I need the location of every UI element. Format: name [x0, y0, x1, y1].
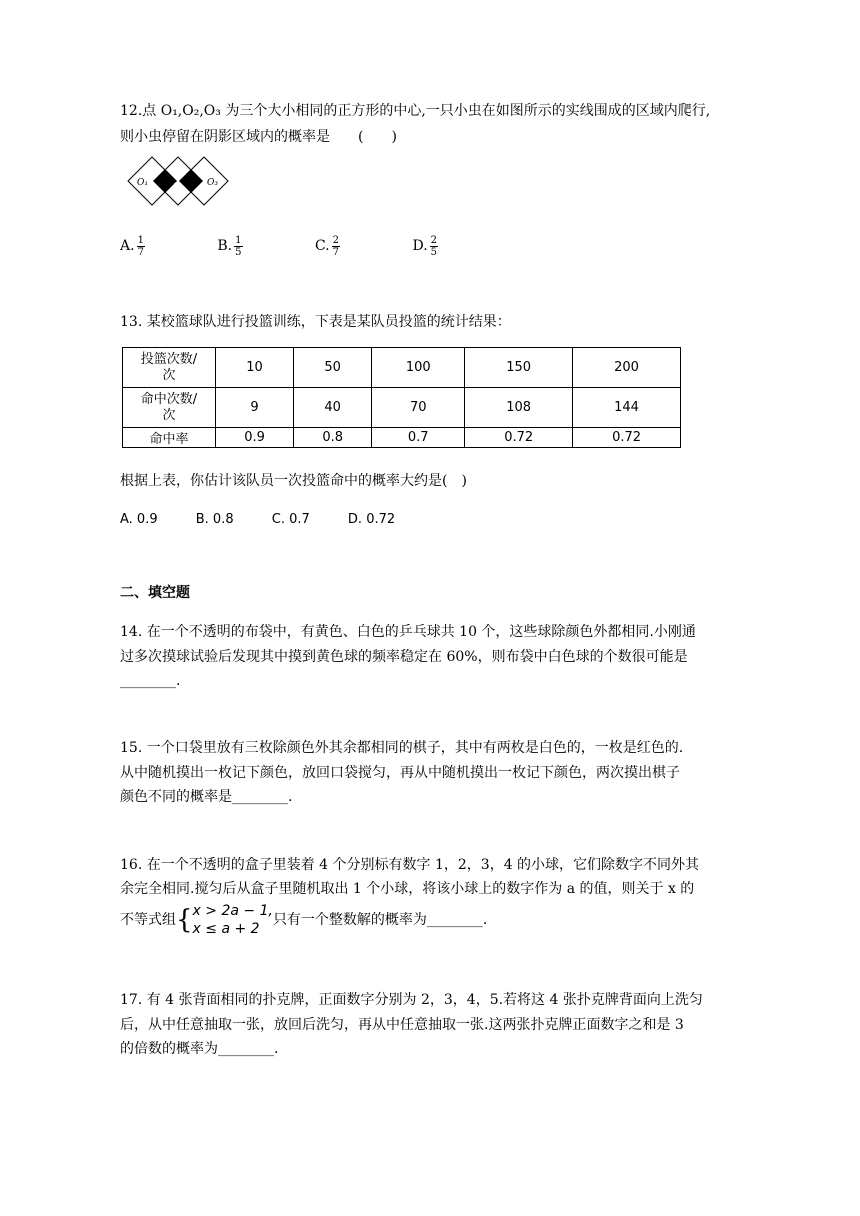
- q12-figure: [124, 155, 236, 207]
- q15-line2: 从中随机摸出一枚记下颜色，放回口袋搅匀，再从中随机摸出一枚记下颜色，两次摸出棋子: [120, 765, 680, 781]
- table-cell: 0.72: [573, 428, 681, 448]
- q16-line2: 余完全相同.搅匀后从盒子里随机取出 1 个小球，将该小球上的数字作为 a 的值，则关于 x 的: [120, 881, 695, 897]
- table-row: [123, 348, 681, 388]
- q12-line1: 12.点 O₁,O₂,O₃ 为三个大小相同的正方形的中心,一只小虫在如图所示的实线围成的区域内爬行,: [120, 103, 711, 119]
- q14-line3: ________.: [120, 673, 181, 689]
- table-cell: 100: [372, 348, 465, 388]
- q17-line2: 后，从中任意抽取一张，放回后洗匀，再从中任意抽取一张.这两张扑克牌正面数字之和是 3: [120, 1017, 684, 1033]
- table-cell: 10: [216, 348, 294, 388]
- table-cell: 200: [573, 348, 681, 388]
- inequality-system: {x > 2a − 1, x ≤ a + 2: [176, 903, 273, 937]
- table-row: [123, 428, 681, 448]
- q13-option-b: B. 0.8: [195, 512, 234, 527]
- table-cell: 0.8: [294, 428, 372, 448]
- q14-line1: 14. 在一个不透明的布袋中，有黄色、白色的乒乓球共 10 个，这些球除颜色外都相同.小刚通: [120, 624, 696, 640]
- row-header: 命中次数/ 次: [123, 388, 216, 428]
- table-row: [123, 388, 681, 428]
- table-cell: 9: [216, 388, 294, 428]
- row-header: 投篮次数/ 次: [123, 348, 216, 388]
- q16-line3-prefix: 不等式组: [120, 912, 176, 928]
- q16-line1: 16. 在一个不透明的盒子里装着 4 个分别标有数字 1，2，3，4 的小球，它们除数字不同外其: [120, 857, 700, 873]
- q14-line2: 过多次摸球试验后发现其中摸到黄色球的频率稳定在 60%，则布袋中白色球的个数很可能是: [120, 649, 688, 665]
- table-cell: 70: [372, 388, 465, 428]
- q13-stat-table: [122, 347, 681, 448]
- row-header: 命中率: [123, 428, 216, 448]
- q12-option-d: D. $\frac{2}{5}$: [412, 234, 438, 258]
- table-cell: 0.7: [372, 428, 465, 448]
- label-o2: O₂: [173, 182, 184, 192]
- q15-line3: 颜色不同的概率是________.: [120, 789, 293, 805]
- q13-stem: 13. 某校篮球队进行投篮训练，下表是某队员投篮的统计结果：: [120, 314, 511, 330]
- q12-options: [120, 234, 506, 258]
- q13-option-a: A. 0.9: [120, 512, 158, 527]
- table-cell: 50: [294, 348, 372, 388]
- q17-line1: 17. 有 4 张背面相同的扑克牌，正面数字分别为 2，3，4，5.若将这 4 张扑克牌背面向上洗匀: [120, 992, 703, 1008]
- inequality-1: x > 2a − 1,: [192, 903, 273, 919]
- table-cell: 0.72: [465, 428, 573, 448]
- table-cell: 108: [465, 388, 573, 428]
- q12-option-a: A. $\frac{1}{7}$: [120, 234, 144, 258]
- q13-question: 根据上表，你估计该队员一次投篮命中的概率大约是( ): [120, 473, 467, 489]
- q13-option-d: D. 0.72: [347, 512, 396, 527]
- q13-options: [120, 510, 429, 530]
- q12-option-b: B. $\frac{1}{5}$: [217, 234, 242, 258]
- q12-option-c: C. $\frac{2}{7}$: [314, 234, 340, 258]
- section-title: 二、填空题: [120, 585, 190, 601]
- table-cell: 40: [294, 388, 372, 428]
- q16-line3-suffix: 只有一个整数解的概率为________.: [272, 912, 488, 928]
- label-o3: O₃: [207, 178, 218, 188]
- q17-line3: 的倍数的概率为________.: [120, 1041, 279, 1057]
- table-cell: 144: [573, 388, 681, 428]
- q15-line1: 15. 一个口袋里放有三枚除颜色外其余都相同的棋子，其中有两枚是白色的，一枚是红色的.: [120, 740, 684, 756]
- q13-option-c: C. 0.7: [271, 512, 310, 527]
- q16-line3: [120, 900, 487, 940]
- table-cell: 150: [465, 348, 573, 388]
- q12-line2: 则小虫停留在阴影区域内的概率是 ( ): [120, 129, 397, 145]
- inequality-2: x ≤ a + 2: [192, 921, 260, 937]
- table-cell: 0.9: [216, 428, 294, 448]
- label-o1: O₁: [137, 178, 148, 188]
